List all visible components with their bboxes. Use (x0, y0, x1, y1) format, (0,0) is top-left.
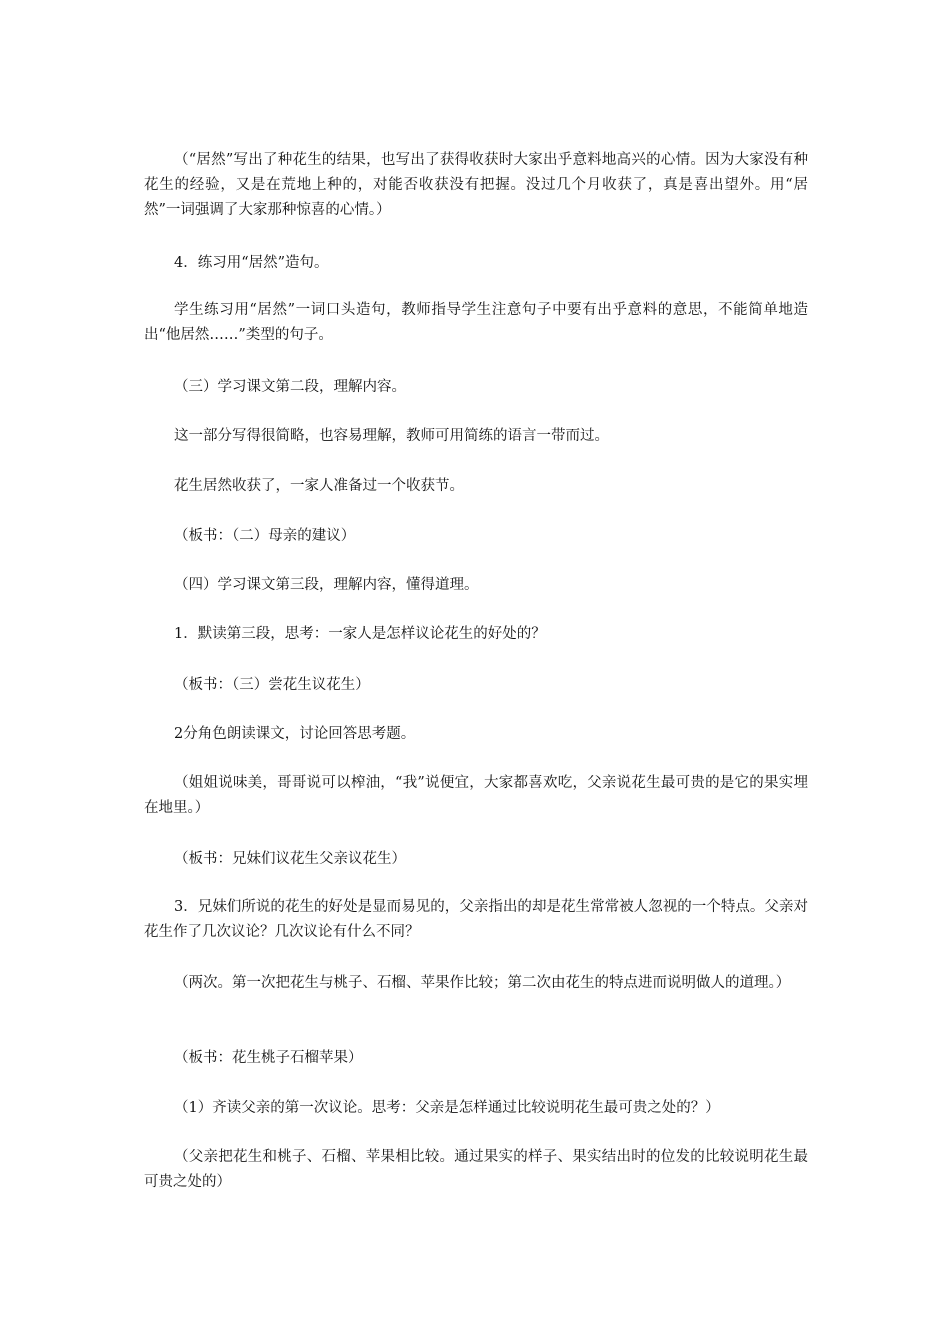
paragraph-4: （三）学习课文第二段，理解内容。 (174, 379, 406, 395)
paragraph-6: 花生居然收获了，一家人准备过一个收获节。 (174, 478, 464, 494)
paragraph-10: （板书：（三）尝花生议花生） (174, 677, 370, 693)
paragraph-3: 学生练习用“居然”一词口头造句，教师指导学生注意句子中要有出乎意料的意思，不能简单地造出“他居然……”类型的句子。 (144, 302, 808, 343)
paragraph-13: （板书：兄妹们议花生父亲议花生） (174, 851, 406, 867)
paragraph-9: 1．默读第三段，思考：一家人是怎样议论花生的好处的？ (174, 626, 546, 642)
paragraph-15: （两次。第一次把花生与桃子、石榴、苹果作比较；第二次由花生的特点进而说明做人的道理。） (174, 975, 791, 991)
paragraph-16: （板书：花生桃子石榴苹果） (174, 1050, 363, 1066)
paragraph-11: 2分角色朗读课文，讨论回答思考题。 (174, 726, 416, 742)
paragraph-18: （父亲把花生和桃子、石榴、苹果相比较。通过果实的样子、果实结出时的位发的比较说明花生最可贵之处的） (144, 1149, 808, 1190)
paragraph-2: 4．练习用“居然”造句。 (174, 255, 329, 271)
paragraph-17: （1）齐读父亲的第一次议论。思考：父亲是怎样通过比较说明花生最可贵之处的？） (174, 1100, 720, 1116)
paragraph-7: （板书：（二）母亲的建议） (174, 528, 356, 544)
paragraph-1: （“居然”写出了种花生的结果，也写出了获得收获时大家出乎意料地高兴的心情。因为大家没有种花生的经验，又是在荒地上种的，对能否收获没有把握。没过几个月收获了，真是喜出望外。用“居然”一词强调了大家那种惊喜的心情。） (144, 152, 808, 218)
paragraph-12: （姐姐说味美，哥哥说可以榨油，“我”说便宜，大家都喜欢吃，父亲说花生最可贵的是它的果实埋在地里。） (144, 775, 808, 816)
paragraph-8: （四）学习课文第三段，理解内容，懂得道理。 (174, 577, 479, 593)
paragraph-5: 这一部分写得很简略，也容易理解，教师可用简练的语言一带而过。 (174, 428, 609, 444)
paragraph-14: 3．兄妹们所说的花生的好处是显而易见的，父亲指出的却是花生常常被人忽视的一个特点。父亲对花生作了几次议论？几次议论有什么不同？ (144, 899, 808, 940)
